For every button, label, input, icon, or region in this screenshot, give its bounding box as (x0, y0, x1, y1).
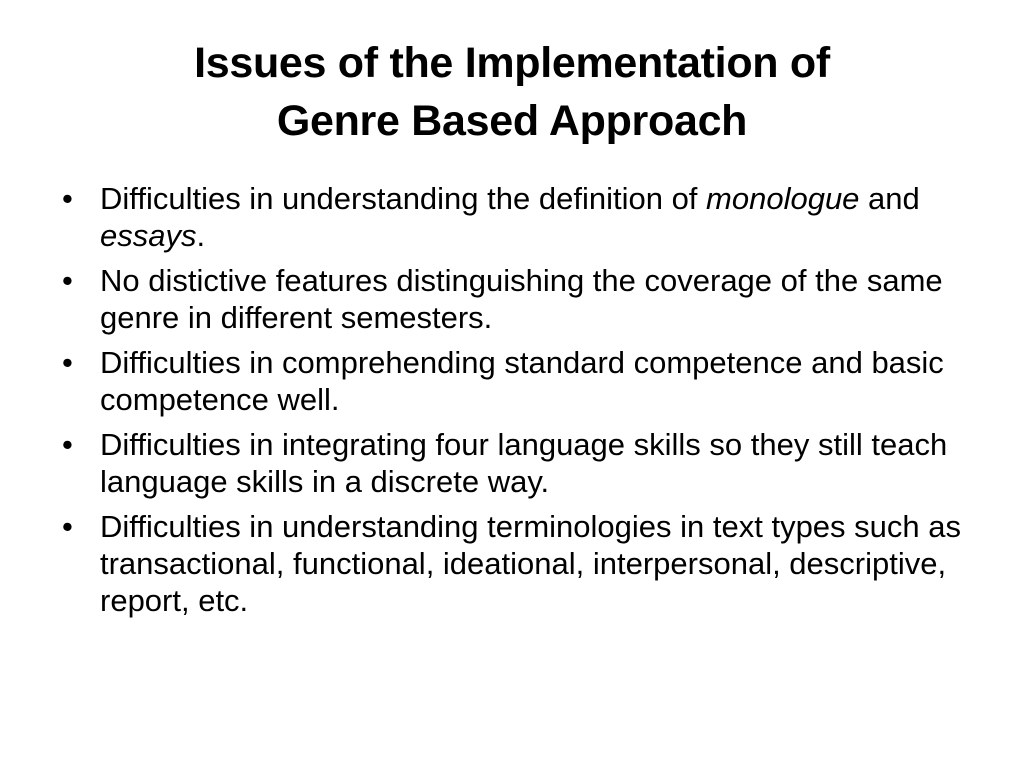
slide-title (60, 34, 964, 150)
bullet-text: Difficulties in integrating four language skills so they still teach language skills in a discrete way. (100, 427, 948, 499)
bullet-item (62, 180, 962, 254)
bullet-text-part: Difficulties in understanding the definition of (100, 181, 707, 216)
title-line-2: Genre Based Approach (276, 97, 748, 145)
bullet-dot-icon: • (62, 263, 73, 298)
italic-term: monologue (706, 181, 860, 216)
bullet-item (62, 426, 962, 500)
bullet-text-part: . (196, 218, 206, 253)
bullet-item (62, 508, 962, 619)
bullet-dot-icon: • (62, 509, 73, 544)
bullet-dot-icon: • (62, 181, 73, 216)
bullet-dot-icon: • (62, 345, 73, 380)
bullet-item (62, 262, 962, 336)
italic-term: essays (100, 218, 197, 253)
bullet-text (100, 181, 920, 253)
bullet-text: Difficulties in understanding terminologies in text types such as transactional, functional, ideational, interpersonal, descriptive, report, etc. (100, 509, 961, 618)
bullet-item (62, 344, 962, 418)
title-line-1: Issues of the Implementation of (194, 39, 830, 87)
bullet-text-part: and (859, 181, 920, 216)
bullet-text: No distictive features distinguishing the coverage of the same genre in different semesters. (100, 263, 943, 335)
bullet-dot-icon: • (62, 427, 73, 462)
bullet-list (62, 180, 962, 627)
bullet-text: Difficulties in comprehending standard competence and basic competence well. (100, 345, 944, 417)
